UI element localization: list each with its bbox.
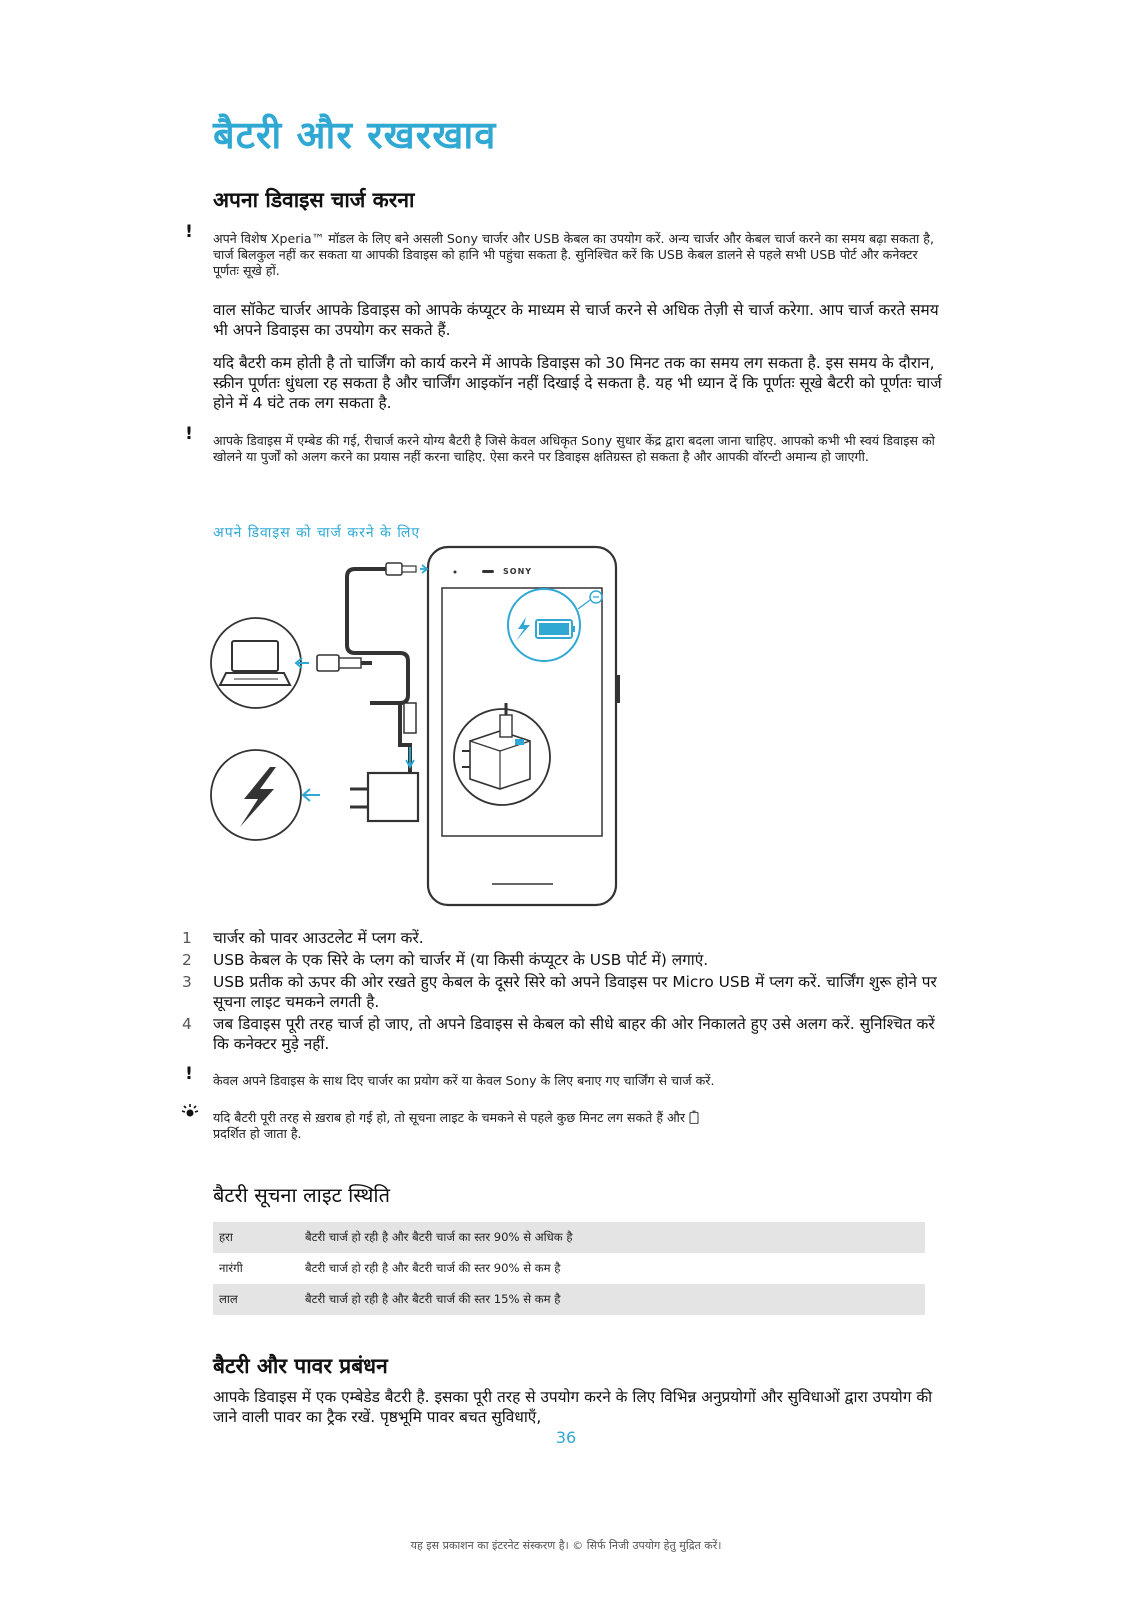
led-color-cell: नारंगी bbox=[219, 1261, 243, 1275]
tip-text: यदि बैटरी पूरी तरह से ख़राब हो गई हो, तो सूचना लाइट के चमकने से पहले कुछ मिनट लग सकते हैं और bbox=[213, 1110, 686, 1125]
power-management-paragraph: आपके डिवाइस में एक एम्बेडेड बैटरी है. इसका पूरी तरह से उपयोग करने के लिए विभिन्न अनुप्रयोगों और सुविधाओं द्वारा उपयोग की जाने वाली पावर का ट्रैक रखें. पृष्ठभूमि पावर बचत सुविधाएँ, bbox=[213, 1388, 933, 1426]
wall-charger-icon bbox=[368, 773, 418, 821]
led-status-title: बैटरी सूचना लाइट स्थिति bbox=[213, 1183, 390, 1207]
led-desc-cell: बैटरी चार्ज हो रही है और बैटरी चार्ज की स्तर 15% से कम है bbox=[299, 1284, 925, 1315]
footer-note: यह इस प्रकाशन का इंटरनेट संस्करण है। © सिर्फ निजी उपयोग हेतु मुद्रित करें। bbox=[410, 1539, 722, 1552]
table-row bbox=[213, 1284, 925, 1315]
step-number: 1 bbox=[182, 929, 192, 947]
phone-brand-label: SONY bbox=[503, 567, 533, 576]
step-number: 3 bbox=[182, 973, 192, 991]
led-status-table bbox=[213, 1222, 925, 1315]
step-number: 4 bbox=[182, 1015, 192, 1033]
section-title-power: बैटरी और पावर प्रबंधन bbox=[213, 1354, 388, 1378]
warning-icon: ! bbox=[185, 424, 193, 444]
charger-warning-note: अपने विशेष Xperia™ मॉडल के लिए बने असली Sony चार्जर और USB केबल का उपयोग करें. अन्य चार्जर और केबल चार्ज करने का समय बढ़ा सकता है, चार्ज बिलकुल नहीं कर सकता या आपकी डिवाइस को हानि भी पहुंचा सकता है. सुनिश्चित करें कि USB केबल डालने से पहले सभी USB पोर्ट और कनेक्टर पूर्णतः सूखे हों. bbox=[213, 231, 934, 278]
usb-plug-icon bbox=[317, 655, 339, 671]
charging-illustration bbox=[200, 545, 640, 910]
warning-icon: ! bbox=[185, 1064, 193, 1084]
table-row bbox=[213, 1253, 925, 1284]
warning-icon: ! bbox=[185, 222, 193, 242]
wall-charger-paragraph: वाल सॉकेट चार्जर आपके डिवाइस को आपके कंप्यूटर के माध्यम से चार्ज करने से अधिक तेज़ी से चार्ज करेगा. आप चार्ज करते समय भी अपने डिवाइस का उपयोग कर सकते हैं. bbox=[213, 301, 939, 339]
low-battery-paragraph: यदि बैटरी कम होती है तो चार्जिंग को कार्य करने में आपके डिवाइस को 30 मिनट तक का समय लग सकता है. इस समय के दौरान, स्क्रीन पूर्णतः धुंधला रह सकता है और चार्जिंग आइकॉन नहीं दिखाई दे सकता है. यह भी ध्यान दें कि पूर्णतः सूखे बैटरी को पूर्णतः चार्ज होने में 4 घंटे तक लग सकता है. bbox=[213, 354, 942, 412]
figure-caption: अपने डिवाइस को चार्ज करने के लिए bbox=[213, 525, 421, 541]
page-number: 36 bbox=[555, 1428, 577, 1447]
list-item bbox=[182, 950, 942, 970]
tip-note bbox=[213, 1110, 943, 1142]
step-number: 2 bbox=[182, 951, 192, 969]
led-color-cell: हरा bbox=[213, 1222, 299, 1253]
list-item bbox=[182, 972, 942, 1012]
list-item bbox=[182, 1014, 942, 1054]
embedded-battery-note: आपके डिवाइस में एम्बेड की गई, रीचार्ज करने योग्य बैटरी है जिसे केवल अधिकृत Sony सुधार केंद्र द्वारा बदला जाना चाहिए. आपको कभी भी स्वयं डिवाइस को खोलने या पुर्जों को अलग करने का प्रयास नहीं करना चाहिए. ऐसा करने पर डिवाइस क्षतिग्रस्त हो सकता है और आपकी वॉरन्टी अमान्य हो जाएगी. bbox=[213, 433, 935, 464]
charging-steps bbox=[182, 928, 942, 1056]
list-item bbox=[182, 928, 942, 948]
step-text: जब डिवाइस पूरी तरह चार्ज हो जाए, तो अपने डिवाइस से केबल को सीधे बाहर की ओर निकालते हुए उसे अलग करें. सुनिश्चित करें कि कनेक्टर मुड़े नहीं. bbox=[213, 1015, 935, 1053]
step-text: चार्जर को पावर आउटलेट में प्लग करें. bbox=[213, 929, 424, 947]
led-desc-cell: बैटरी चार्ज हो रही है और बैटरी चार्ज का स्तर 90% से अधिक है bbox=[299, 1222, 925, 1253]
led-desc-cell: बैटरी चार्ज हो रही है और बैटरी चार्ज की स्तर 90% से कम है bbox=[305, 1261, 561, 1275]
table-row bbox=[213, 1222, 925, 1253]
chapter-title: बैटरी और रखरखाव bbox=[213, 113, 497, 157]
section-title-charging: अपना डिवाइस चार्ज करना bbox=[213, 188, 415, 212]
charger-usage-note: केवल अपने डिवाइस के साथ दिए चार्जर का प्रयोग करें या केवल Sony के लिए बनाए गए चार्जिंग से चार्ज करें. bbox=[213, 1073, 715, 1088]
laptop-icon bbox=[232, 641, 278, 671]
step-text: USB केबल के एक सिरे के प्लग को चार्जर में (या किसी कंप्यूटर के USB पोर्ट में) लगाएं. bbox=[213, 951, 709, 969]
lightbulb-tip-icon bbox=[180, 1103, 200, 1123]
led-color-cell: लाल bbox=[213, 1284, 299, 1315]
battery-icon bbox=[689, 1110, 699, 1124]
step-text: USB प्रतीक को ऊपर की ओर रखते हुए केबल के दूसरे सिरे को अपने डिवाइस पर Micro USB में प्लग करें. चार्जिंग शुरू होने पर सूचना लाइट चमकने लगती है. bbox=[213, 973, 937, 1011]
tip-text-end: प्रदर्शित हो जाता है. bbox=[213, 1126, 302, 1141]
